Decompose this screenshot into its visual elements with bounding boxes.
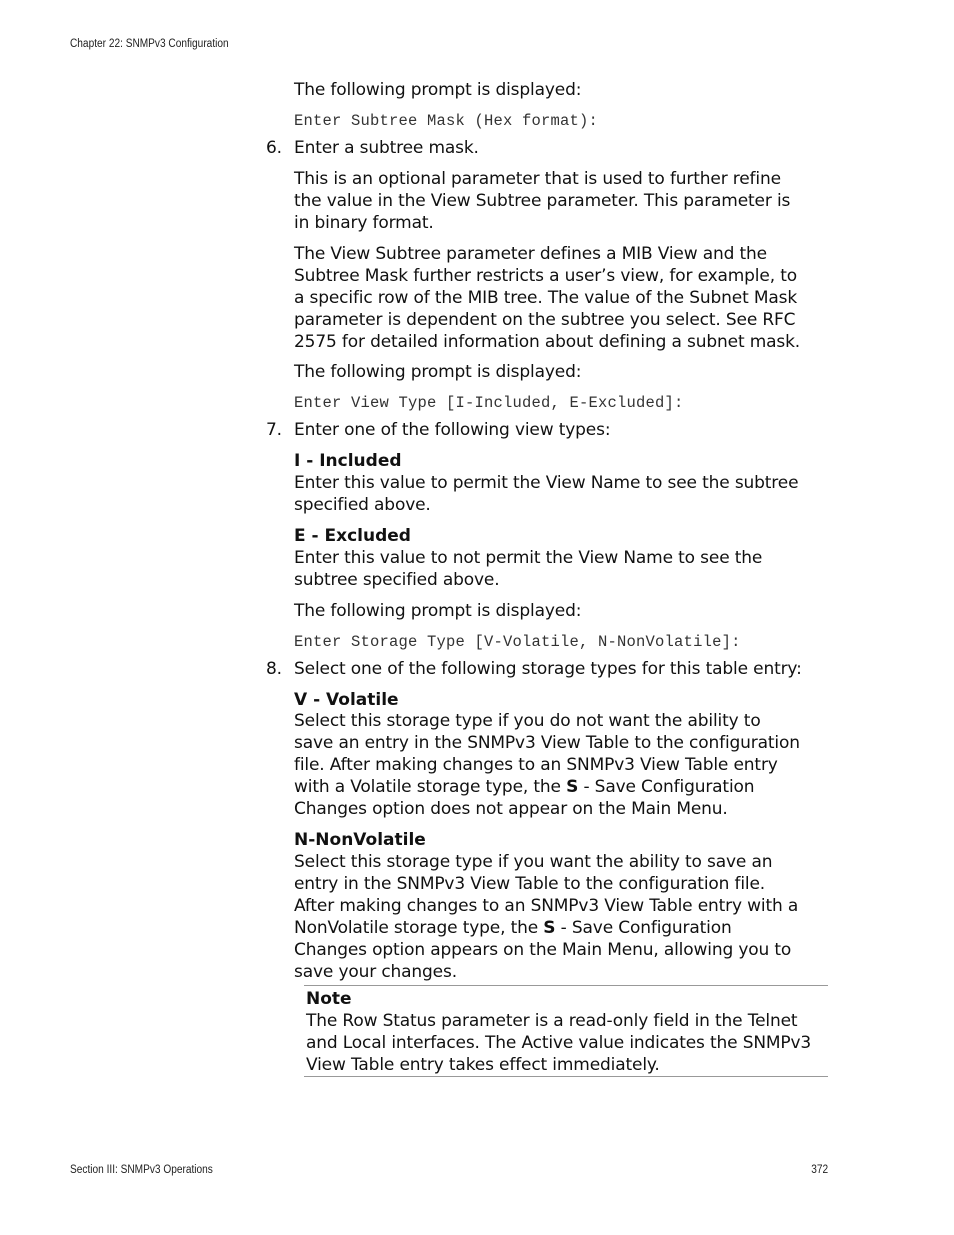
definition-text: - Save Configuration Changes option does not appear on the Main Menu.	[294, 777, 755, 819]
note-text: The Row Status parameter is a read-only field in the Telnet and Local interfaces. The Active value indicates the SNMPv3 View Table entry takes effect immediately.	[306, 1011, 812, 1075]
paragraph-subtree-mask-optional: This is an optional parameter that is used to further refine the value in the View Subtree parameter. This parameter is in binary format.	[294, 169, 791, 233]
running-header: Chapter 22: SNMPv3 Configuration	[70, 38, 229, 50]
footer-section: Section III: SNMPv3 Operations	[70, 1164, 213, 1176]
bold-key-s: S	[543, 918, 556, 938]
prompt-intro: The following prompt is displayed:	[294, 601, 582, 621]
step-text: Enter a subtree mask.	[294, 138, 479, 158]
prompt-intro: The following prompt is displayed:	[294, 80, 582, 100]
paragraph-view-subtree: The View Subtree parameter defines a MIB View and the Subtree Mask further restricts a user’s view, for example, to a specific row of the MIB tree. The value of the Subnet Mask parameter is dependent on the subtree you select. See RFC 2575 for detailed information about defining a subnet mask.	[294, 244, 801, 352]
note-box	[304, 985, 828, 1077]
term-volatile: V - Volatile	[294, 690, 399, 710]
definition-volatile	[294, 710, 804, 820]
step-text: Select one of the following storage types for this table entry:	[294, 659, 802, 679]
page-number: 372	[811, 1164, 828, 1176]
code-prompt-subtree-mask: Enter Subtree Mask (Hex format):	[294, 112, 599, 130]
note-title: Note	[306, 989, 352, 1009]
step-7	[266, 419, 804, 441]
code-prompt-view-type: Enter View Type [I-Included, E-Excluded]:	[294, 394, 684, 412]
definition-excluded: Enter this value to not permit the View Name to see the subtree specified above.	[294, 548, 763, 590]
step-number: 7.	[266, 420, 282, 440]
term-excluded: E - Excluded	[294, 526, 411, 546]
step-number: 6.	[266, 138, 282, 158]
definition-included: Enter this value to permit the View Name to see the subtree specified above.	[294, 473, 799, 515]
term-nonvolatile: N-NonVolatile	[294, 830, 426, 850]
definition-text: - Save Configuration Changes option appears on the Main Menu, allowing you to save your changes.	[294, 918, 792, 982]
definition-nonvolatile	[294, 851, 804, 983]
bold-key-s: S	[566, 777, 579, 797]
step-text: Enter one of the following view types:	[294, 420, 611, 440]
definition-text: Select this storage type if you want the ability to save an entry in the SNMPv3 View Table to the configuration file. After making changes to an SNMPv3 View Table entry with a NonVolatile storage type, the	[294, 852, 799, 938]
step-6	[266, 137, 804, 159]
prompt-intro: The following prompt is displayed:	[294, 362, 582, 382]
term-included: I - Included	[294, 451, 402, 471]
code-prompt-storage-type: Enter Storage Type [V-Volatile, N-NonVolatile]:	[294, 633, 741, 651]
step-number: 8.	[266, 659, 282, 679]
definition-text: Select this storage type if you do not want the ability to save an entry in the SNMPv3 View Table to the configuration file. After making changes to an SNMPv3 View Table entry with a Volatile storage type, the	[294, 711, 800, 797]
step-8	[266, 658, 804, 680]
